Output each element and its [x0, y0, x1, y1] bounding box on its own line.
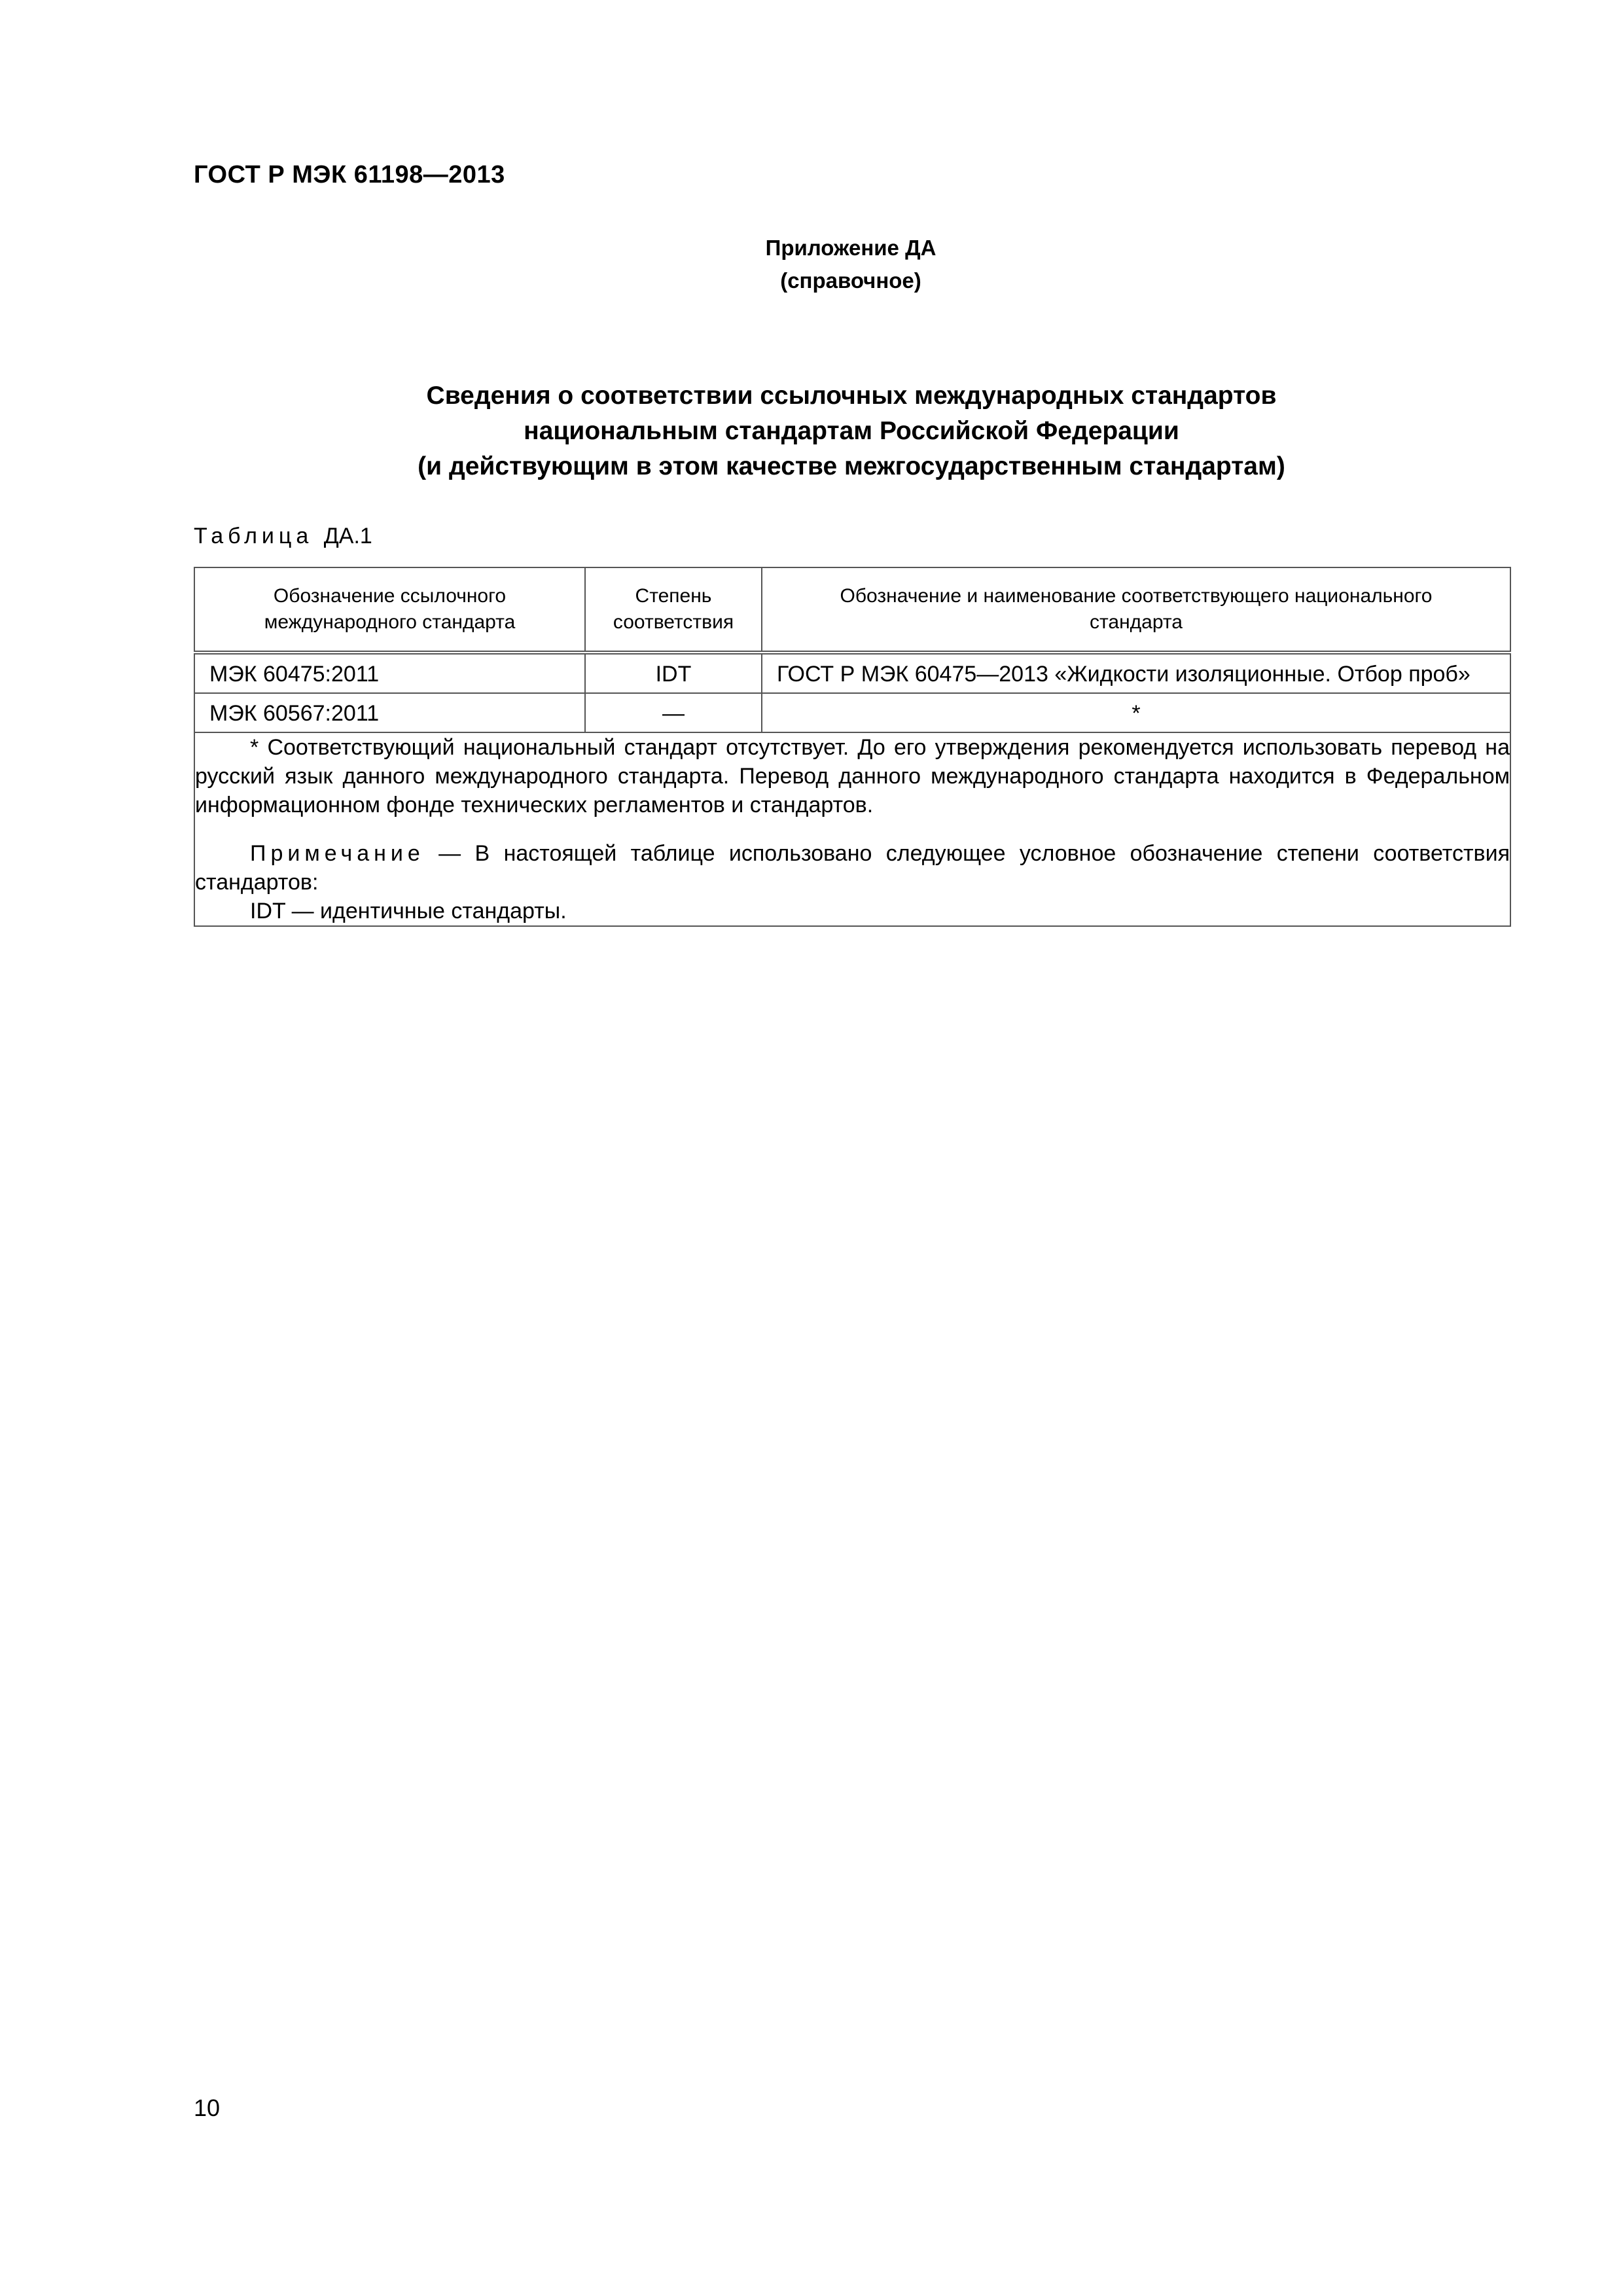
header-degree	[585, 567, 762, 653]
table-footer-row	[194, 732, 1510, 926]
table-caption-number: ДА.1	[323, 524, 372, 548]
header-line: Обозначение и наименование соответствующего национального	[840, 585, 1433, 607]
section-title-line: Сведения о соответствии ссылочных международных стандартов	[426, 382, 1277, 410]
header-line: стандарта	[1090, 611, 1183, 633]
cell-text: *	[1132, 701, 1141, 726]
table-footer	[194, 732, 1510, 926]
annex-type: (справочное)	[780, 268, 921, 293]
table-note	[195, 839, 1510, 897]
cell-ref-standard	[194, 653, 585, 693]
header-line: Обозначение ссылочного	[273, 585, 507, 607]
cell-national-standard	[762, 653, 1510, 693]
header-line: международного стандарта	[264, 611, 516, 633]
section-title-line: национальным стандартам Российской Федерации	[524, 417, 1179, 445]
header-ref-standard	[194, 567, 585, 653]
cell-text: МЭК 60475:2011	[209, 662, 380, 687]
note-text: — В настоящей таблице использовано следующее условное обозначение степени соответствия стандартов:	[195, 841, 1510, 895]
cell-degree	[585, 693, 762, 732]
cell-text: МЭК 60567:2011	[209, 701, 380, 726]
annex-title: Приложение ДА	[765, 236, 936, 260]
header-line: соответствия	[613, 611, 734, 633]
document-header: ГОСТ Р МЭК 61198—2013	[194, 161, 505, 188]
table-header-row	[194, 567, 1510, 653]
table-row	[194, 653, 1510, 693]
note-idt-definition: IDT — идентичные стандарты.	[250, 899, 567, 924]
cell-text: ГОСТ Р МЭК 60475—2013 «Жидкости изоляционные. Отбор проб»	[777, 662, 1471, 687]
header-line: Степень	[635, 585, 712, 607]
reference-standards-table	[194, 567, 1511, 927]
note-label: Примечание	[250, 841, 425, 866]
page-number: 10	[194, 2094, 221, 2121]
cell-national-standard	[762, 693, 1510, 732]
footnote: * Соответствующий национальный стандарт отсутствует. До его утверждения рекомендуется использовать перевод на русский язык данного международного стандарта. Перевод данного международного стандарта находится в Федеральном информационном фонде технических регламентов и стандартов.	[195, 735, 1510, 817]
cell-ref-standard	[194, 693, 585, 732]
table-row	[194, 693, 1510, 732]
cell-text: IDT	[655, 662, 692, 687]
table-caption	[194, 524, 372, 549]
section-title	[194, 378, 1509, 484]
header-national-standard	[762, 567, 1510, 653]
table-caption-word: Таблица	[194, 524, 313, 548]
section-title-line: (и действующим в этом качестве межгосударственным стандартам)	[418, 452, 1285, 480]
cell-text: —	[662, 701, 685, 726]
cell-degree	[585, 653, 762, 693]
